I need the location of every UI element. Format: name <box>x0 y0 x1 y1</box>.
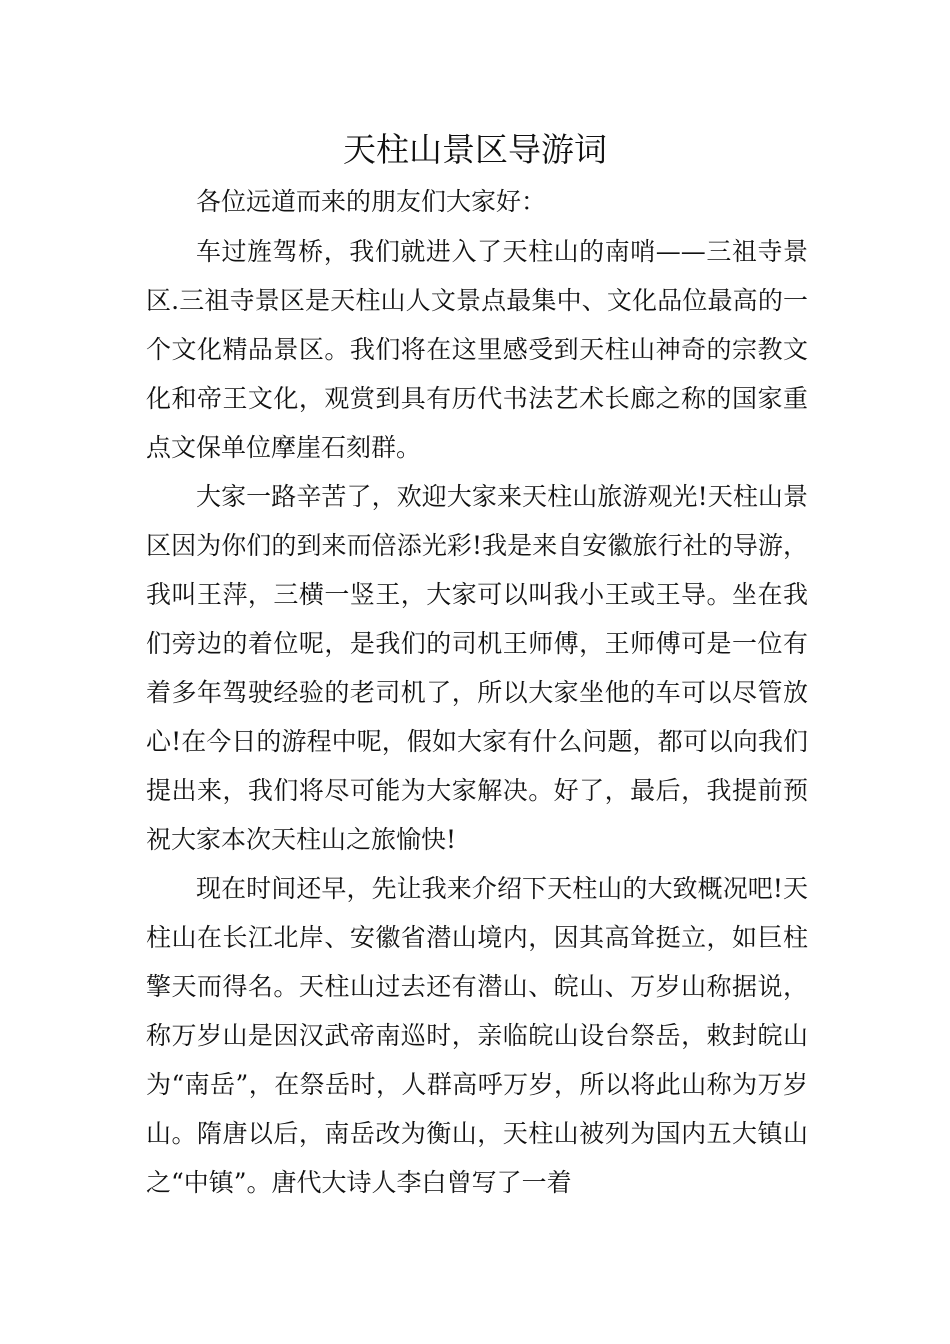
greeting-paragraph: 各位远道而来的朋友们大家好： <box>196 187 547 216</box>
document-title: 天柱山景区导游词 <box>343 130 607 169</box>
body-paragraph: 大家一路辛苦了，欢迎大家来天柱山旅游观光!天柱山景区因为你们的到来而倍添光彩!我是来自安徽旅行社的导游，我叫王萍，三横一竖王，大家可以叫我小王或王导。坐在我们旁边的着位呢，是我们的司机王师傅，王师傅可是一位有着多年驾驶经验的老司机了，所以大家坐他的车可以尽管放心!在今日的游程中呢，假如大家有什么问题，都可以向我们提出来，我们将尽可能为大家解决。好了，最后，我提前预祝大家本次天柱山之旅愉快! <box>146 482 808 854</box>
document-body <box>146 177 808 1207</box>
body-paragraph: 车过旌驾桥，我们就进入了天柱山的南哨——三祖寺景区.三祖寺景区是天柱山人文景点最集中、文化品位最高的一个文化精品景区。我们将在这里感受到天柱山神奇的宗教文化和帝王文化，观赏到具有历代书法艺术长廊之称的国家重点文保单位摩崖石刻群。 <box>146 237 808 462</box>
body-paragraph: 现在时间还早，先让我来介绍下天柱山的大致概况吧!天柱山在长江北岸、安徽省潜山境内，因其高耸挺立，如巨柱擎天而得名。天柱山过去还有潜山、皖山、万岁山称据说，称万岁山是因汉武帝南巡时，亲临皖山设台祭岳，敕封皖山为“南岳”，在祭岳时，人群高呼万岁，所以将此山称为万岁山。隋唐以后，南岳改为衡山，天柱山被列为国内五大镇山之“中镇”。唐代大诗人李白曾写了一着 <box>146 874 808 1197</box>
